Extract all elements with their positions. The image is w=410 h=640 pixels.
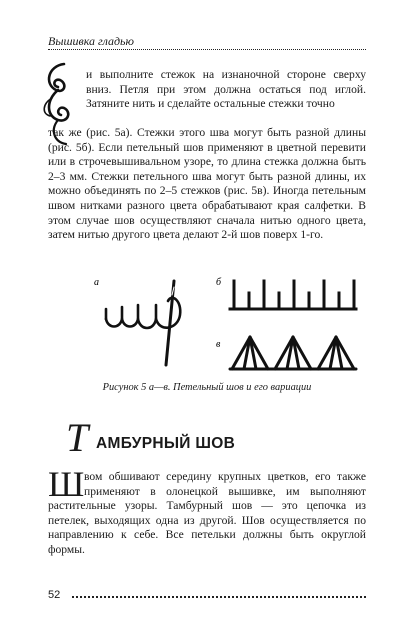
footer-divider <box>72 596 366 598</box>
figure-label-b: б <box>216 277 222 288</box>
drop-cap: Ш <box>48 464 85 504</box>
section-heading-text: АМБУРНЫЙ ШОВ <box>96 435 236 452</box>
needle-icon <box>166 281 174 365</box>
section-paragraph-text: вом обшивают середину крупных цветков, его также применяют в олонецкой вышивке, им выполняют растительные узоры. Тамбурный шов — это цепочка из петелек, выходящих одна из другой. Шов осуществляется по направлению к себе. Все петельки должны быть округлой формы. <box>48 470 366 556</box>
grouped-stitch-illustration <box>230 337 356 369</box>
page-number: 52 <box>48 589 61 601</box>
figure-label-a: а <box>94 277 99 288</box>
variable-stitch-illustration <box>230 281 356 309</box>
figure-caption: Рисунок 5 а—в. Петельный шов и его вариации <box>102 382 312 393</box>
figure-5-stitches <box>94 275 362 373</box>
header-divider <box>48 49 366 50</box>
running-header: Вышивка гладью <box>48 34 134 48</box>
body-paragraph-continued: так же (рис. 5а). Стежки этого шва могут быть разной длины (рис. 5б). Если петельный шов применяют в цветной перевити или в строчевышивальном узоре, то длина стежка должна быть 2–3 мм. Стежки петельного шва могут быть разной длины, их можно объединять по 2–5 стежков (рис. 5в). Иногда петельным швом нитками разного цвета обрабатывают края салфетки. В этом случае шов осуществляют сначала нитью одного цвета, затем нитью другого цвета делают 2-й шов поверх 1-го. <box>48 126 366 242</box>
section-paragraph <box>48 470 366 558</box>
figure-label-v: в <box>216 339 221 350</box>
section-heading-initial: Т <box>66 415 89 460</box>
body-paragraph-start: и выполните стежок на изнаночной стороне сверху вниз. Петля при этом должна остаться под иглой. Затяните нить и сделайте остальные стежки точно <box>86 68 366 111</box>
